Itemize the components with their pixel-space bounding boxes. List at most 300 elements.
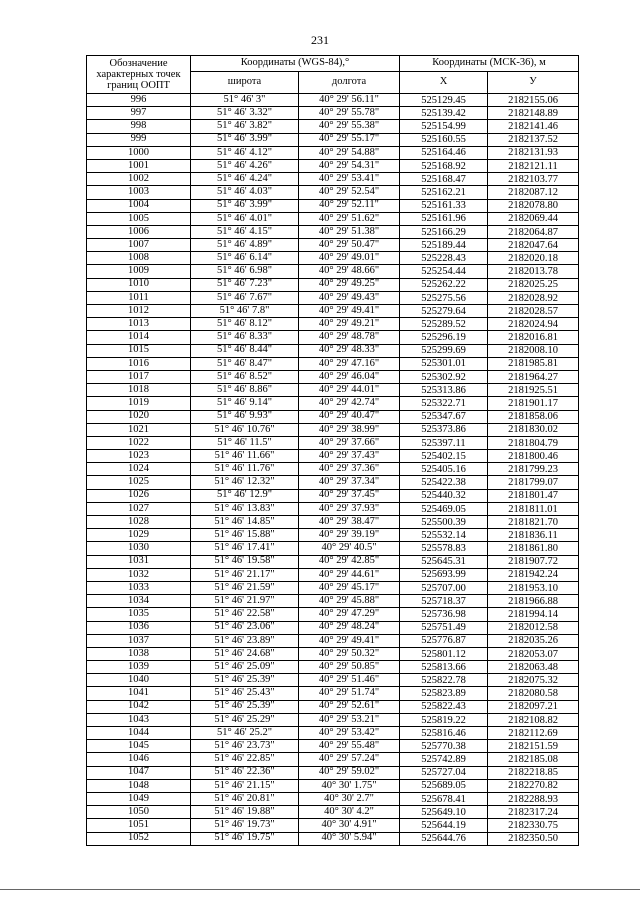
latitude-cell: 51° 46' 8.52" (191, 370, 299, 383)
latitude-cell: 51° 46' 10.76" (191, 423, 299, 436)
latitude-cell: 51° 46' 6.98" (191, 265, 299, 278)
table-row (87, 647, 579, 660)
y-cell: 2182053.07 (488, 647, 579, 660)
latitude-cell: 51° 46' 19.73" (191, 819, 299, 832)
point-id-cell: 1030 (87, 542, 191, 555)
latitude-cell: 51° 46' 22.36" (191, 766, 299, 779)
point-id-cell: 1011 (87, 291, 191, 304)
table-row (87, 423, 579, 436)
table-row (87, 344, 579, 357)
page-number: 231 (311, 33, 329, 47)
longitude-cell: 40° 29' 52.54" (299, 186, 400, 199)
latitude-cell: 51° 46' 3.99" (191, 199, 299, 212)
x-cell: 525275.56 (400, 291, 488, 304)
x-cell: 525299.69 (400, 344, 488, 357)
longitude-cell: 40° 29' 42.85" (299, 555, 400, 568)
latitude-cell: 51° 46' 21.97" (191, 595, 299, 608)
longitude-cell: 40° 29' 37.36" (299, 463, 400, 476)
longitude-cell: 40° 29' 49.41" (299, 634, 400, 647)
x-cell: 525689.05 (400, 779, 488, 792)
y-cell: 2182008.10 (488, 344, 579, 357)
header-longitude: долгота (299, 72, 400, 94)
longitude-cell: 40° 29' 48.78" (299, 331, 400, 344)
point-id-cell: 1019 (87, 397, 191, 410)
point-id-cell: 1002 (87, 173, 191, 186)
point-id-cell: 1033 (87, 581, 191, 594)
x-cell: 525262.22 (400, 278, 488, 291)
point-id-cell: 1023 (87, 450, 191, 463)
x-cell: 525822.43 (400, 700, 488, 713)
latitude-cell: 51° 46' 6.14" (191, 252, 299, 265)
x-cell: 525405.16 (400, 463, 488, 476)
longitude-cell: 40° 30' 4.91" (299, 819, 400, 832)
x-cell: 525707.00 (400, 581, 488, 594)
latitude-cell: 51° 46' 25.29" (191, 713, 299, 726)
latitude-cell: 51° 46' 15.88" (191, 529, 299, 542)
table-row (87, 529, 579, 542)
latitude-cell: 51° 46' 21.59" (191, 581, 299, 594)
y-cell: 2182020.18 (488, 252, 579, 265)
point-id-cell: 1029 (87, 529, 191, 542)
y-cell: 2181925.51 (488, 384, 579, 397)
point-id-cell: 1031 (87, 555, 191, 568)
latitude-cell: 51° 46' 11.5" (191, 436, 299, 449)
longitude-cell: 40° 29' 40.47" (299, 410, 400, 423)
table-row (87, 463, 579, 476)
longitude-cell: 40° 29' 52.61" (299, 700, 400, 713)
y-cell: 2182288.93 (488, 792, 579, 805)
x-cell: 525751.49 (400, 621, 488, 634)
table-row (87, 581, 579, 594)
point-id-cell: 1021 (87, 423, 191, 436)
longitude-cell: 40° 29' 59.02" (299, 766, 400, 779)
point-id-cell: 1040 (87, 674, 191, 687)
table-row (87, 370, 579, 383)
longitude-cell: 40° 29' 50.85" (299, 661, 400, 674)
latitude-cell: 51° 46' 9.93" (191, 410, 299, 423)
y-cell: 2181942.24 (488, 568, 579, 581)
longitude-cell: 40° 29' 38.99" (299, 423, 400, 436)
table-row (87, 305, 579, 318)
point-id-cell: 1044 (87, 727, 191, 740)
y-cell: 2182016.81 (488, 331, 579, 344)
longitude-cell: 40° 29' 45.88" (299, 595, 400, 608)
table-row (87, 186, 579, 199)
table-row (87, 291, 579, 304)
x-cell: 525289.52 (400, 318, 488, 331)
latitude-cell: 51° 46' 19.58" (191, 555, 299, 568)
x-cell: 525154.99 (400, 120, 488, 133)
latitude-cell: 51° 46' 3.32" (191, 107, 299, 120)
point-id-cell: 1034 (87, 595, 191, 608)
y-cell: 2181800.46 (488, 450, 579, 463)
latitude-cell: 51° 46' 8.47" (191, 357, 299, 370)
x-cell: 525254.44 (400, 265, 488, 278)
longitude-cell: 40° 29' 39.19" (299, 529, 400, 542)
table-row (87, 476, 579, 489)
x-cell: 525302.92 (400, 370, 488, 383)
x-cell: 525736.98 (400, 608, 488, 621)
point-id-cell: 1049 (87, 792, 191, 805)
table-row (87, 146, 579, 159)
point-id-cell: 1018 (87, 384, 191, 397)
longitude-cell: 40° 29' 53.41" (299, 173, 400, 186)
header-wgs84: Координаты (WGS-84),° (191, 56, 400, 72)
table-row (87, 397, 579, 410)
latitude-cell: 51° 46' 3.82" (191, 120, 299, 133)
table-row (87, 621, 579, 634)
bottom-rule (0, 889, 640, 890)
latitude-cell: 51° 46' 19.75" (191, 832, 299, 845)
latitude-cell: 51° 46' 12.32" (191, 476, 299, 489)
point-id-cell: 997 (87, 107, 191, 120)
header-latitude: широта (191, 72, 299, 94)
latitude-cell: 51° 46' 23.06" (191, 621, 299, 634)
latitude-cell: 51° 46' 3" (191, 94, 299, 107)
x-cell: 525718.37 (400, 595, 488, 608)
x-cell: 525397.11 (400, 436, 488, 449)
point-id-cell: 1039 (87, 661, 191, 674)
y-cell: 2182112.69 (488, 727, 579, 740)
x-cell: 525823.89 (400, 687, 488, 700)
latitude-cell: 51° 46' 25.2" (191, 727, 299, 740)
x-cell: 525645.31 (400, 555, 488, 568)
y-cell: 2181830.02 (488, 423, 579, 436)
longitude-cell: 40° 29' 55.17" (299, 133, 400, 146)
point-id-cell: 1024 (87, 463, 191, 476)
latitude-cell: 51° 46' 11.76" (191, 463, 299, 476)
point-id-cell: 1046 (87, 753, 191, 766)
latitude-cell: 51° 46' 4.24" (191, 173, 299, 186)
table-row (87, 542, 579, 555)
table-row (87, 318, 579, 331)
longitude-cell: 40° 29' 37.66" (299, 436, 400, 449)
latitude-cell: 51° 46' 24.68" (191, 647, 299, 660)
y-cell: 2182218.85 (488, 766, 579, 779)
longitude-cell: 40° 29' 49.25" (299, 278, 400, 291)
latitude-cell: 51° 46' 4.12" (191, 146, 299, 159)
table-row (87, 740, 579, 753)
latitude-cell: 51° 46' 3.99" (191, 133, 299, 146)
latitude-cell: 51° 46' 22.85" (191, 753, 299, 766)
point-id-cell: 1008 (87, 252, 191, 265)
table-row (87, 265, 579, 278)
point-id-cell: 1009 (87, 265, 191, 278)
x-cell: 525402.15 (400, 450, 488, 463)
table-row (87, 779, 579, 792)
table-row (87, 384, 579, 397)
y-cell: 2182103.77 (488, 173, 579, 186)
latitude-cell: 51° 46' 23.89" (191, 634, 299, 647)
table-row (87, 133, 579, 146)
point-id-cell: 1010 (87, 278, 191, 291)
y-cell: 2182028.92 (488, 291, 579, 304)
latitude-cell: 51° 46' 17.41" (191, 542, 299, 555)
table-row (87, 753, 579, 766)
y-cell: 2181804.79 (488, 436, 579, 449)
longitude-cell: 40° 29' 50.47" (299, 239, 400, 252)
x-cell: 525166.29 (400, 225, 488, 238)
longitude-cell: 40° 29' 45.17" (299, 581, 400, 594)
latitude-cell: 51° 46' 12.9" (191, 489, 299, 502)
header-msk36: Координаты (МСК-36), м (400, 56, 579, 72)
table-row (87, 568, 579, 581)
latitude-cell: 51° 46' 4.15" (191, 225, 299, 238)
table-row (87, 120, 579, 133)
latitude-cell: 51° 46' 7.67" (191, 291, 299, 304)
y-cell: 2182013.78 (488, 265, 579, 278)
x-cell: 525678.41 (400, 792, 488, 805)
table-row (87, 727, 579, 740)
y-cell: 2182097.21 (488, 700, 579, 713)
longitude-cell: 40° 29' 44.61" (299, 568, 400, 581)
latitude-cell: 51° 46' 4.26" (191, 159, 299, 172)
header-point-id: Обозначение характерных точек границ ООПТ (87, 56, 191, 94)
y-cell: 2181858.06 (488, 410, 579, 423)
table-row (87, 555, 579, 568)
longitude-cell: 40° 30' 5.94" (299, 832, 400, 845)
longitude-cell: 40° 29' 47.16" (299, 357, 400, 370)
latitude-cell: 51° 46' 13.83" (191, 502, 299, 515)
point-id-cell: 996 (87, 94, 191, 107)
latitude-cell: 51° 46' 4.89" (191, 239, 299, 252)
longitude-cell: 40° 29' 49.01" (299, 252, 400, 265)
x-cell: 525578.83 (400, 542, 488, 555)
table-row (87, 792, 579, 805)
longitude-cell: 40° 30' 4.2" (299, 806, 400, 819)
longitude-cell: 40° 29' 57.24" (299, 753, 400, 766)
point-id-cell: 1041 (87, 687, 191, 700)
y-cell: 2181953.10 (488, 581, 579, 594)
point-id-cell: 1003 (87, 186, 191, 199)
x-cell: 525742.89 (400, 753, 488, 766)
y-cell: 2181799.23 (488, 463, 579, 476)
latitude-cell: 51° 46' 25.43" (191, 687, 299, 700)
longitude-cell: 40° 29' 51.38" (299, 225, 400, 238)
longitude-cell: 40° 29' 53.21" (299, 713, 400, 726)
table-row (87, 608, 579, 621)
point-id-cell: 1015 (87, 344, 191, 357)
x-cell: 525422.38 (400, 476, 488, 489)
longitude-cell: 40° 29' 47.29" (299, 608, 400, 621)
x-cell: 525816.46 (400, 727, 488, 740)
x-cell: 525644.76 (400, 832, 488, 845)
latitude-cell: 51° 46' 21.15" (191, 779, 299, 792)
latitude-cell: 51° 46' 21.17" (191, 568, 299, 581)
header-y: У (488, 72, 579, 94)
table-row (87, 634, 579, 647)
point-id-cell: 1050 (87, 806, 191, 819)
longitude-cell: 40° 29' 54.88" (299, 146, 400, 159)
x-cell: 525813.66 (400, 661, 488, 674)
y-cell: 2182064.87 (488, 225, 579, 238)
y-cell: 2182028.57 (488, 305, 579, 318)
y-cell: 2182080.58 (488, 687, 579, 700)
table-row (87, 225, 579, 238)
x-cell: 525313.86 (400, 384, 488, 397)
table-row (87, 661, 579, 674)
y-cell: 2181985.81 (488, 357, 579, 370)
point-id-cell: 1027 (87, 502, 191, 515)
latitude-cell: 51° 46' 14.85" (191, 516, 299, 529)
table-row (87, 713, 579, 726)
y-cell: 2182012.58 (488, 621, 579, 634)
y-cell: 2182063.48 (488, 661, 579, 674)
point-id-cell: 1004 (87, 199, 191, 212)
point-id-cell: 1001 (87, 159, 191, 172)
point-id-cell: 1012 (87, 305, 191, 318)
x-cell: 525161.33 (400, 199, 488, 212)
longitude-cell: 40° 29' 44.01" (299, 384, 400, 397)
x-cell: 525500.39 (400, 516, 488, 529)
table-row (87, 199, 579, 212)
longitude-cell: 40° 29' 51.62" (299, 212, 400, 225)
table-row (87, 595, 579, 608)
y-cell: 2182131.93 (488, 146, 579, 159)
x-cell: 525279.64 (400, 305, 488, 318)
point-id-cell: 1007 (87, 239, 191, 252)
y-cell: 2181907.72 (488, 555, 579, 568)
point-id-cell: 1017 (87, 370, 191, 383)
latitude-cell: 51° 46' 7.23" (191, 278, 299, 291)
longitude-cell: 40° 29' 37.34" (299, 476, 400, 489)
point-id-cell: 1042 (87, 700, 191, 713)
longitude-cell: 40° 29' 51.46" (299, 674, 400, 687)
y-cell: 2182155.06 (488, 94, 579, 107)
table-row (87, 94, 579, 107)
y-cell: 2182137.52 (488, 133, 579, 146)
point-id-cell: 1020 (87, 410, 191, 423)
longitude-cell: 40° 29' 37.93" (299, 502, 400, 515)
x-cell: 525822.78 (400, 674, 488, 687)
latitude-cell: 51° 46' 4.03" (191, 186, 299, 199)
table-row (87, 331, 579, 344)
y-cell: 2181801.47 (488, 489, 579, 502)
table-row (87, 436, 579, 449)
y-cell: 2182317.24 (488, 806, 579, 819)
x-cell: 525189.44 (400, 239, 488, 252)
latitude-cell: 51° 46' 8.12" (191, 318, 299, 331)
latitude-cell: 51° 46' 22.58" (191, 608, 299, 621)
latitude-cell: 51° 46' 25.09" (191, 661, 299, 674)
table-row (87, 252, 579, 265)
y-cell: 2181966.88 (488, 595, 579, 608)
x-cell: 525161.96 (400, 212, 488, 225)
table-row (87, 357, 579, 370)
x-cell: 525162.21 (400, 186, 488, 199)
point-id-cell: 1037 (87, 634, 191, 647)
table-row (87, 806, 579, 819)
point-id-cell: 1038 (87, 647, 191, 660)
longitude-cell: 40° 29' 49.43" (299, 291, 400, 304)
y-cell: 2182270.82 (488, 779, 579, 792)
longitude-cell: 40° 29' 48.33" (299, 344, 400, 357)
latitude-cell: 51° 46' 8.33" (191, 331, 299, 344)
x-cell: 525228.43 (400, 252, 488, 265)
point-id-cell: 1036 (87, 621, 191, 634)
x-cell: 525322.71 (400, 397, 488, 410)
point-id-cell: 1052 (87, 832, 191, 845)
y-cell: 2181994.14 (488, 608, 579, 621)
table-row (87, 278, 579, 291)
x-cell: 525301.01 (400, 357, 488, 370)
latitude-cell: 51° 46' 8.44" (191, 344, 299, 357)
y-cell: 2181964.27 (488, 370, 579, 383)
table-row (87, 239, 579, 252)
x-cell: 525801.12 (400, 647, 488, 660)
y-cell: 2182087.12 (488, 186, 579, 199)
table-row (87, 674, 579, 687)
x-cell: 525373.86 (400, 423, 488, 436)
longitude-cell: 40° 29' 53.42" (299, 727, 400, 740)
y-cell: 2182141.46 (488, 120, 579, 133)
table-row (87, 819, 579, 832)
y-cell: 2181861.80 (488, 542, 579, 555)
point-id-cell: 1047 (87, 766, 191, 779)
y-cell: 2182047.64 (488, 239, 579, 252)
point-id-cell: 1026 (87, 489, 191, 502)
table-row (87, 159, 579, 172)
x-cell: 525160.55 (400, 133, 488, 146)
y-cell: 2182069.44 (488, 212, 579, 225)
y-cell: 2181821.70 (488, 516, 579, 529)
point-id-cell: 1022 (87, 436, 191, 449)
longitude-cell: 40° 29' 50.32" (299, 647, 400, 660)
x-cell: 525139.42 (400, 107, 488, 120)
latitude-cell: 51° 46' 4.01" (191, 212, 299, 225)
longitude-cell: 40° 29' 37.43" (299, 450, 400, 463)
latitude-cell: 51° 46' 23.73" (191, 740, 299, 753)
y-cell: 2182151.59 (488, 740, 579, 753)
y-cell: 2182078.80 (488, 199, 579, 212)
y-cell: 2182035.26 (488, 634, 579, 647)
point-id-cell: 1025 (87, 476, 191, 489)
point-id-cell: 1048 (87, 779, 191, 792)
latitude-cell: 51° 46' 9.14" (191, 397, 299, 410)
table-row (87, 489, 579, 502)
table-row (87, 450, 579, 463)
x-cell: 525727.04 (400, 766, 488, 779)
x-cell: 525644.19 (400, 819, 488, 832)
longitude-cell: 40° 30' 2.7" (299, 792, 400, 805)
x-cell: 525168.47 (400, 173, 488, 186)
point-id-cell: 1016 (87, 357, 191, 370)
longitude-cell: 40° 29' 49.21" (299, 318, 400, 331)
latitude-cell: 51° 46' 25.39" (191, 700, 299, 713)
point-id-cell: 1043 (87, 713, 191, 726)
x-cell: 525776.87 (400, 634, 488, 647)
longitude-cell: 40° 29' 48.24" (299, 621, 400, 634)
y-cell: 2181799.07 (488, 476, 579, 489)
table-row (87, 832, 579, 845)
latitude-cell: 51° 46' 11.66" (191, 450, 299, 463)
point-id-cell: 1014 (87, 331, 191, 344)
x-cell: 525440.32 (400, 489, 488, 502)
point-id-cell: 1032 (87, 568, 191, 581)
y-cell: 2181836.11 (488, 529, 579, 542)
coordinates-table (86, 55, 579, 846)
y-cell: 2182121.11 (488, 159, 579, 172)
x-cell: 525296.19 (400, 331, 488, 344)
y-cell: 2181901.17 (488, 397, 579, 410)
y-cell: 2182024.94 (488, 318, 579, 331)
table-row (87, 502, 579, 515)
latitude-cell: 51° 46' 20.81" (191, 792, 299, 805)
longitude-cell: 40° 29' 46.04" (299, 370, 400, 383)
table-row (87, 173, 579, 186)
longitude-cell: 40° 30' 1.75" (299, 779, 400, 792)
point-id-cell: 999 (87, 133, 191, 146)
